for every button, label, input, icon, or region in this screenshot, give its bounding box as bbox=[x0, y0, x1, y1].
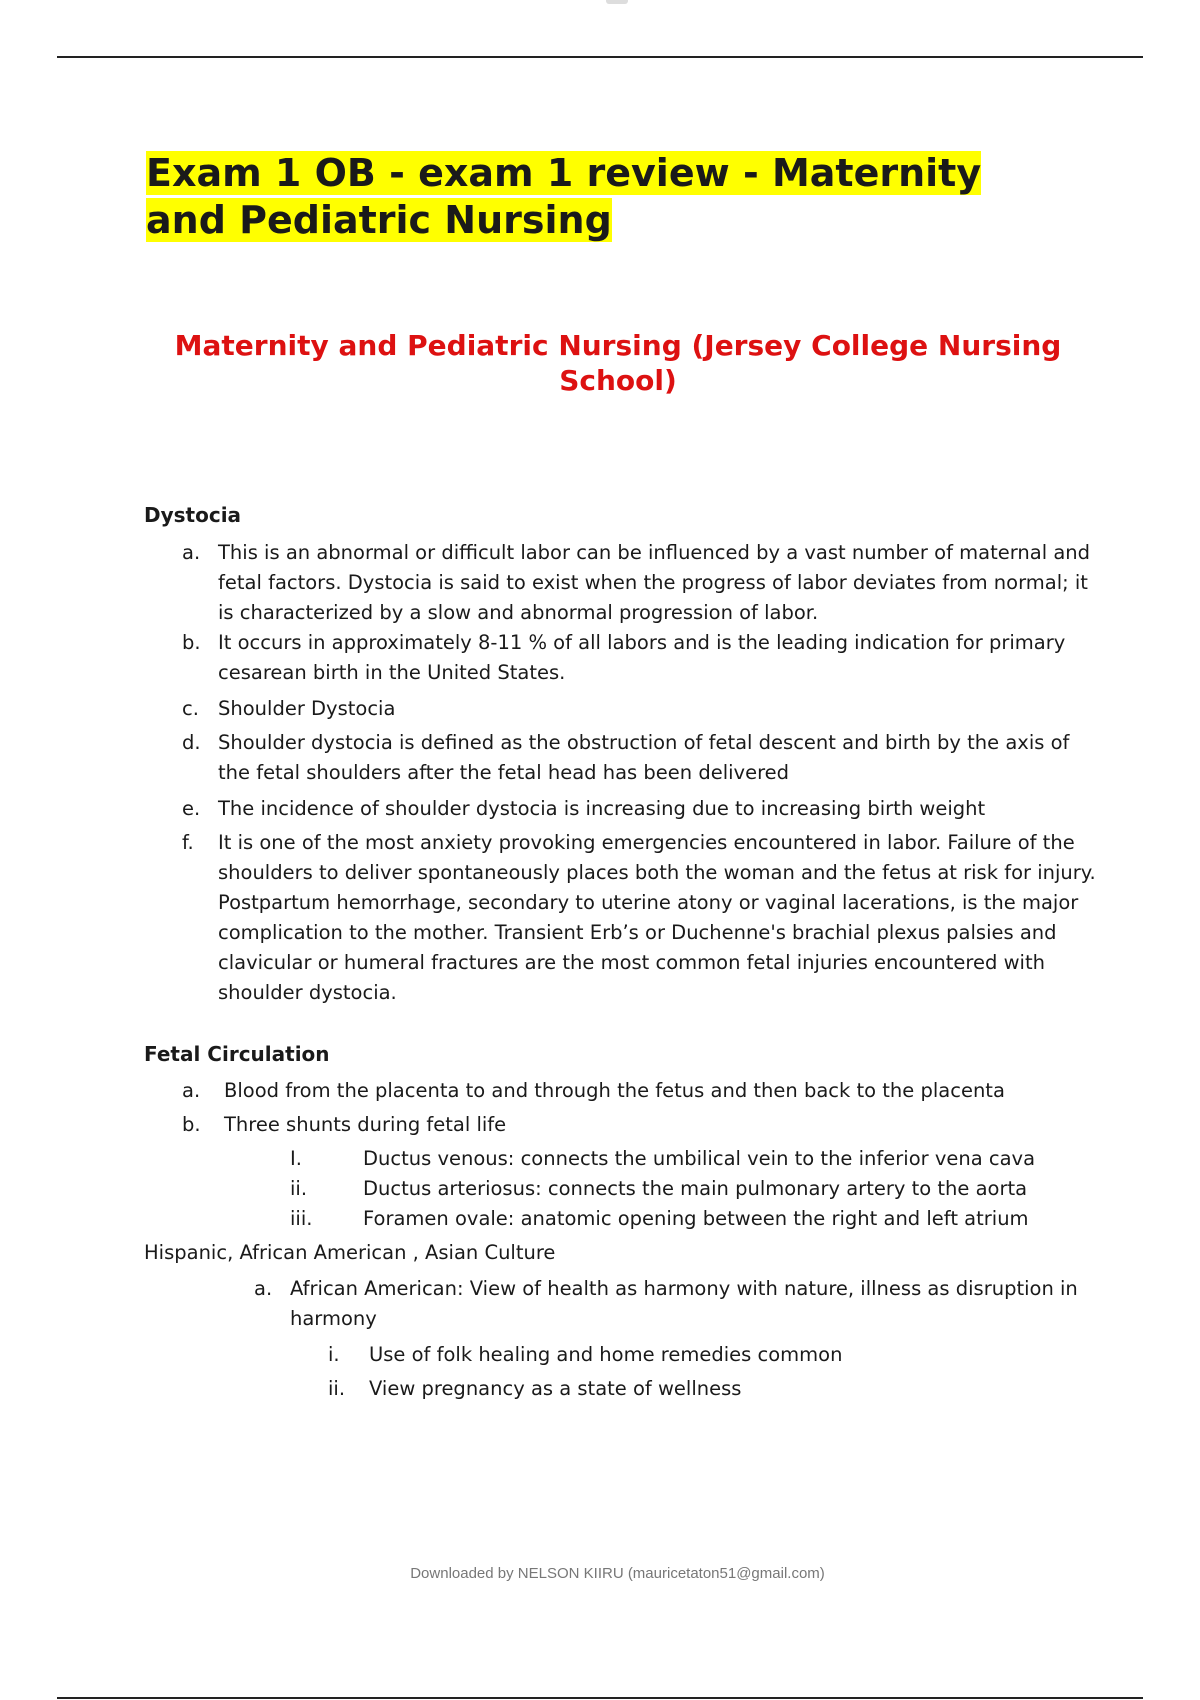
list-marker: b. bbox=[182, 1113, 201, 1136]
list-marker: i. bbox=[328, 1343, 340, 1366]
list-marker: ii. bbox=[290, 1177, 308, 1200]
list-marker: c. bbox=[182, 697, 199, 720]
list-item-text: African American: View of health as harmony with nature, illness as disruption in harmony bbox=[290, 1277, 1078, 1330]
footer-rule bbox=[57, 1697, 1143, 1699]
list-item-text: Three shunts during fetal life bbox=[224, 1113, 507, 1136]
list-item-text: Use of folk healing and home remedies common bbox=[369, 1343, 843, 1366]
header-rule bbox=[57, 56, 1143, 58]
list-item-text: View pregnancy as a state of wellness bbox=[369, 1377, 742, 1400]
list-item-text: Foramen ovale: anatomic opening between the right and left atrium bbox=[363, 1207, 1029, 1230]
list-marker: a. bbox=[254, 1277, 273, 1300]
list-item-text: The incidence of shoulder dystocia is increasing due to increasing birth weight bbox=[218, 797, 986, 820]
list-item-text: It occurs in approximately 8-11 % of all labors and is the leading indication for primary cesarean birth in the United States. bbox=[218, 631, 1066, 684]
list-marker: f. bbox=[182, 831, 194, 854]
list-marker: a. bbox=[182, 1079, 201, 1102]
list-marker: I. bbox=[290, 1147, 302, 1170]
course-subtitle: Maternity and Pediatric Nursing (Jersey College Nursing School) bbox=[174, 329, 1062, 397]
list-marker: ii. bbox=[328, 1377, 346, 1400]
list-marker: a. bbox=[182, 541, 201, 564]
document-title bbox=[146, 150, 1046, 244]
culture-heading: Hispanic, African American , Asian Culture bbox=[144, 1241, 556, 1264]
list-marker: e. bbox=[182, 797, 201, 820]
list-marker: b. bbox=[182, 631, 201, 654]
list-item-text: Ductus arteriosus: connects the main pulmonary artery to the aorta bbox=[363, 1177, 1028, 1200]
download-footer: Downloaded by NELSON KIIRU (mauricetaton51@gmail.com) bbox=[410, 1565, 825, 1582]
dystocia-heading: Dystocia bbox=[144, 503, 242, 527]
list-item-text: Ductus venous: connects the umbilical vein to the inferior vena cava bbox=[363, 1147, 1036, 1170]
fetal-circulation-heading: Fetal Circulation bbox=[144, 1042, 330, 1066]
list-item-text: This is an abnormal or difficult labor can be influenced by a vast number of maternal and fetal factors. Dystocia is said to exist when the progress of labor deviates from normal; it is characterized by a slow and abnormal progression of labor. bbox=[218, 541, 1091, 624]
list-item-text: It is one of the most anxiety provoking emergencies encountered in labor. Failure of the shoulders to deliver spontaneously places both the woman and the fetus at risk for injury. Postpartum hemorrhage, secondary to uterine atony or vaginal lacerations, is the major complication to the mother. Transient Erb’s or Duchenne's brachial plexus palsies and clavicular or humeral fractures are the most common fetal injuries encountered with shoulder dystocia. bbox=[218, 831, 1096, 1004]
page-top-marker bbox=[606, 0, 628, 4]
list-item-text: Shoulder Dystocia bbox=[218, 697, 396, 720]
list-item-text: Blood from the placenta to and through the fetus and then back to the placenta bbox=[224, 1079, 1005, 1102]
title-highlight: Exam 1 OB - exam 1 review - Maternity and Pediatric Nursing bbox=[146, 151, 982, 242]
list-marker: iii. bbox=[290, 1207, 313, 1230]
list-item-text: Shoulder dystocia is defined as the obstruction of fetal descent and birth by the axis of the fetal shoulders after the fetal head has been delivered bbox=[218, 731, 1070, 784]
list-marker: d. bbox=[182, 731, 201, 754]
